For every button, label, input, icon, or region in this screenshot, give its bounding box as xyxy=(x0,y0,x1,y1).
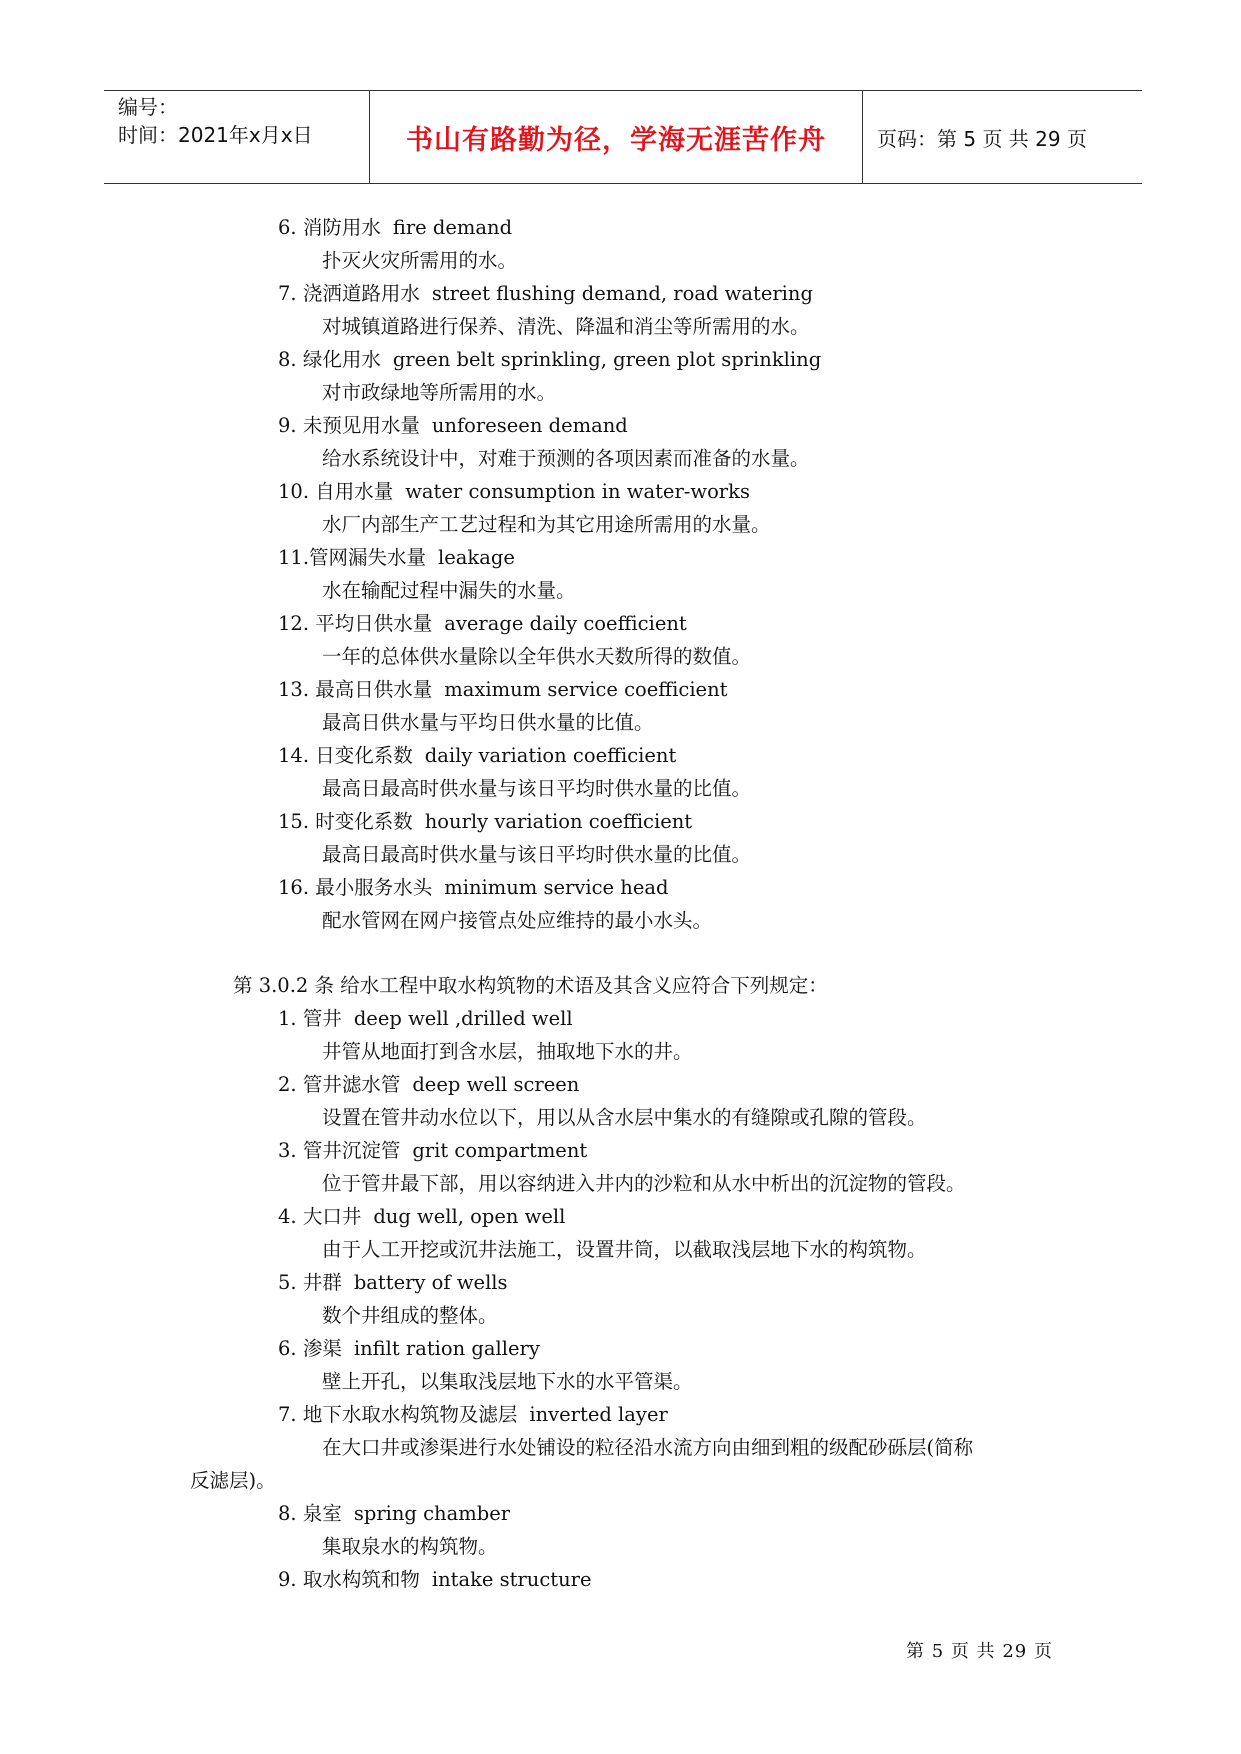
term-item: 13. 最高日供水量 maximum service coefficient xyxy=(278,678,728,701)
term-item: 7. 地下水取水构筑物及滤层 inverted layer xyxy=(278,1403,668,1426)
term-definition: 最高日供水量与平均日供水量的比值。 xyxy=(322,711,654,734)
term-item: 2. 管井滤水管 deep well screen xyxy=(278,1073,580,1096)
term-item: 3. 管井沉淀管 grit compartment xyxy=(278,1139,588,1162)
term-definition: 壁上开孔，以集取浅层地下水的水平管渠。 xyxy=(322,1370,693,1393)
term-item: 14. 日变化系数 daily variation coefficient xyxy=(278,744,677,767)
term-definition: 集取泉水的构筑物。 xyxy=(322,1535,498,1558)
document-time-label: 时间：2021年x月x日 xyxy=(118,123,313,147)
term-definition: 对市政绿地等所需用的水。 xyxy=(322,381,557,404)
term-definition: 水在输配过程中漏失的水量。 xyxy=(322,579,576,602)
term-item: 11.管网漏失水量 leakage xyxy=(278,546,515,569)
term-definition: 配水管网在网户接管点处应维持的最小水头。 xyxy=(322,909,713,932)
header-page-number: 页码：第 5 页 共 29 页 xyxy=(877,126,1087,151)
term-item: 15. 时变化系数 hourly variation coefficient xyxy=(278,810,693,833)
term-item: 6. 消防用水 fire demand xyxy=(278,216,513,239)
term-item: 9. 取水构筑和物 intake structure xyxy=(278,1568,592,1591)
term-definition: 由于人工开挖或沉井法施工，设置井筒，以截取浅层地下水的构筑物。 xyxy=(322,1238,927,1261)
header-left-cell xyxy=(104,91,369,185)
term-definition: 对城镇道路进行保养、清洗、降温和消尘等所需用的水。 xyxy=(322,315,810,338)
term-item: 6. 渗渠 infilt ration gallery xyxy=(278,1337,540,1360)
term-item: 8. 泉室 spring chamber xyxy=(278,1502,511,1525)
term-item: 4. 大口井 dug well, open well xyxy=(278,1205,566,1228)
page-header xyxy=(104,90,1142,184)
document-number-label: 编号： xyxy=(118,95,178,119)
term-definition: 井管从地面打到含水层，抽取地下水的井。 xyxy=(322,1040,693,1063)
section-heading: 第 3.0.2 条 给水工程中取水构筑物的术语及其含义应符合下列规定： xyxy=(233,974,828,997)
term-item: 9. 未预见用水量 unforeseen demand xyxy=(278,414,628,437)
term-item: 7. 浇洒道路用水 street flushing demand, road watering xyxy=(278,282,813,305)
term-item: 1. 管井 deep well ,drilled well xyxy=(278,1007,573,1030)
term-definition: 设置在管井动水位以下，用以从含水层中集水的有缝隙或孔隙的管段。 xyxy=(322,1106,927,1129)
term-definition: 最高日最高时供水量与该日平均时供水量的比值。 xyxy=(322,843,752,866)
term-definition: 数个井组成的整体。 xyxy=(322,1304,498,1327)
term-definition: 最高日最高时供水量与该日平均时供水量的比值。 xyxy=(322,777,752,800)
term-item: 12. 平均日供水量 average daily coefficient xyxy=(278,612,687,635)
term-definition: 给水系统设计中，对难于预测的各项因素而准备的水量。 xyxy=(322,447,810,470)
term-definition: 水厂内部生产工艺过程和为其它用途所需用的水量。 xyxy=(322,513,771,536)
page-footer: 第 5 页 共 29 页 xyxy=(906,1641,1053,1662)
term-item: 16. 最小服务水头 minimum service head xyxy=(278,876,669,899)
header-motto: 书山有路勤为径，学海无涯苦作舟 xyxy=(369,91,863,183)
term-definition: 在大口井或渗渠进行水处铺设的粒径沿水流方向由细到粗的级配砂砾层(简称 xyxy=(322,1436,974,1459)
term-item: 10. 自用水量 water consumption in water-works xyxy=(278,480,750,503)
term-item: 8. 绿化用水 green belt sprinkling, green plot sprinkling xyxy=(278,348,822,371)
term-definition: 一年的总体供水量除以全年供水天数所得的数值。 xyxy=(322,645,752,668)
term-definition-continued: 反滤层)。 xyxy=(190,1469,276,1492)
term-item: 5. 井群 battery of wells xyxy=(278,1271,508,1294)
term-definition: 扑灭火灾所需用的水。 xyxy=(322,249,518,272)
term-definition: 位于管井最下部，用以容纳进入井内的沙粒和从水中析出的沉淀物的管段。 xyxy=(322,1172,966,1195)
